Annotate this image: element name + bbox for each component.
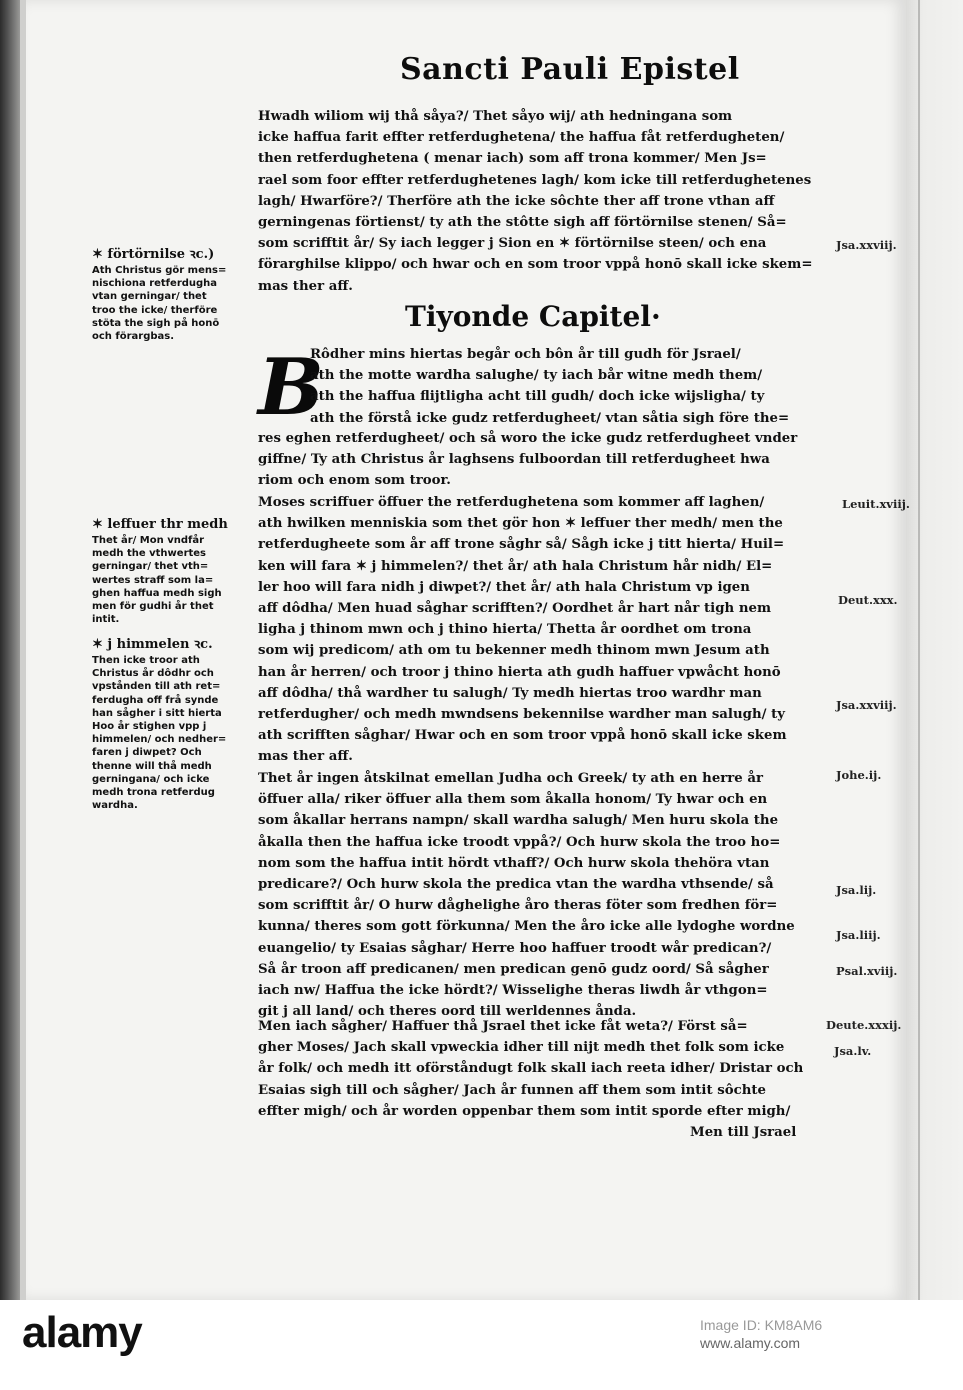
margin-reference: Johe.ij. [836,768,882,782]
side-note-line: Christus år dôdhr och [92,668,214,680]
left-book-edge [0,0,20,1300]
side-note-line: wardha. [92,800,138,812]
side-note-title: ✶ j himmelen ꝛc. [92,637,213,652]
text-line: ath the förstå icke gudz retferdugheet/ vtan såtia sigh före the= [310,410,790,426]
text-line: gerningenas förtienst/ ty ath the stôtte sigh aff förtörnilse stenen/ Så= [258,214,787,230]
side-note-line: vpstånden till ath ret= [92,681,221,693]
text-line: förarghilse klippo/ och hwar och en som troor vppå honō skall icke skem= [258,257,813,273]
text-line: mas ther aff. [258,749,353,765]
text-line: Hwadh wiliom wij thå såya?/ Thet såyo wij/ ath hedningana som [258,109,733,124]
text-line: som åkallar herrans nampn/ skall wardha salugh/ Men huru skola the [258,813,779,829]
text-line: effter migh/ och år worden oppenbar them som intit sporde efter migh/ [258,1103,791,1119]
text-line: aff dôdha/ thå wardher tu salugh/ Ty medh hiertas troo wardhr man [258,685,762,701]
text-line: ken will fara ✶ j himmelen?/ thet år/ ath hala Christum hår nidh/ El= [258,558,773,574]
margin-reference: Deut.xxx. [838,593,898,607]
text-line: giffne/ Ty ath Christus år laghsens fulboordan till retferdugheet hwa [258,452,770,468]
side-note-line: och förargbas. [92,330,175,342]
chapter-paragraph-2 [258,492,828,767]
text-line: Så år troon aff predicanen/ men predican genō gudz oord/ Så sågher [258,961,769,977]
side-note-line: Thet år/ Mon vndfår [92,535,205,546]
text-line: icke haffua farit effter retferdughetena/ the haffua fåt retferdugheten/ [258,130,785,146]
page-edge-line [918,0,920,1300]
image-id: Image ID: KM8AM6 [700,1317,823,1333]
side-note-line: stöta the sigh på honō [92,317,220,329]
side-note-line: gerningana/ och icke [92,773,210,785]
text-line: öffuer alla/ riker öffuer alla them som åkalla honom/ Ty hwar och en [258,792,768,808]
text-line: git j all land/ och theres oord till werldennes ånda. [258,1004,637,1020]
side-note-line: Ath Christus gör mens= [92,265,227,276]
side-note-line: thenne will thå medh [92,760,212,772]
text-line: res eghen retferdugheet/ och så woro the icke gudz retferdugheet vnder [258,431,798,446]
text-line: mas ther aff. [258,278,353,294]
text-line: iach nw/ Haffua the icke hördt?/ Wisselighe theras liwdh år vthgon= [258,982,768,998]
chapter-paragraph-1-rest [258,428,828,492]
chapter-paragraph-1-start [310,344,830,429]
chapter-paragraph-4 [258,1016,828,1122]
text-line: rael som foor effter retferdughetenes lagh/ kom icke till retferdughetenes [258,172,812,188]
text-line: Men iach sågher/ Haffuer thå Jsrael thet icke fåt weta?/ Först så= [258,1019,748,1034]
text-line: åkalla then the haffua icke troodt vppå?/ Och hurw skola the troo ho= [258,834,781,850]
text-line: som wij predicom/ ath om tu bekenner medh thinom mwn Jesum ath [258,643,770,659]
text-line: Rôdher mins hiertas begår och bôn år till gudh för Jsrael/ [310,347,741,362]
text-line: predicare?/ Och hurw skola the predica vtan the wardha vthsende/ så [258,876,774,892]
margin-reference: Jsa.lv. [834,1044,872,1058]
margin-reference: Jsa.liij. [836,928,881,942]
text-line: kunna/ theres som gott förkunna/ Men the åro icke alle lydoghe wordne [258,919,795,935]
text-line: ath the haffua flijtligha acht till gudh/ doch icke wijsligha/ ty [310,389,765,405]
text-line: han år herren/ och troor j thino hierta ath gudh haffuer vpwåcht honō [258,664,781,680]
text-line: gher Moses/ Jach skall vpweckia idher till nijt medh thet folk som icke [258,1040,785,1056]
text-line: Thet år ingen åtskilnat emellan Judha och Greek/ ty ath en herre år [258,771,764,786]
right-book-edge [906,0,963,1300]
margin-reference: Leuit.xviij. [842,497,910,511]
site-url: www.alamy.com [700,1335,801,1351]
side-note-leffuer [92,516,242,626]
text-line: ath the motte wardha salughe/ ty iach bår witne medh them/ [310,368,763,384]
text-line: ath scrifften såghar/ Hwar och en som troor vppå honō skall icke skem [258,728,787,744]
margin-reference: Jsa.xxviij. [836,698,897,712]
side-note-line: medh the vthwertes [92,548,207,560]
side-note-forertornilse [92,246,242,343]
text-line: Moses scriffuer öffuer the retferdughetena som kommer aff laghen/ [258,495,765,510]
side-note-line: vtan gerningar/ thet [92,291,207,303]
brand-logo: alamy [22,1308,142,1357]
catchword-text: Men till Jsrael [690,1125,797,1140]
margin-reference: Jsa.xxviij. [836,238,897,252]
text-line: retferdugheete som år aff trone såghr så/ Sågh icke j titt hierta/ Huil= [258,537,785,553]
text-line: år folk/ och medh itt oförståndugt folk skall iach reeta idher/ Dristar och [258,1061,804,1077]
side-note-line: men för gudhi år thet [92,600,214,612]
side-note-line: Then icke troor ath [92,655,200,666]
side-note-himmelen [92,636,242,812]
catchword [690,1122,830,1143]
text-line: ath hwilken menniskia som thet gör hon ✶ leffuer ther medh/ men the [258,516,783,532]
text-line: Esaias sigh till och sågher/ Jach år funnen aff them som intit sôchte [258,1082,766,1098]
running-header: Sancti Pauli Epistel [400,52,740,87]
text-line: som scrifftit år/ O hurw dåghelighe åro theras föter som fredhen för= [258,898,778,914]
text-line: retferdugher/ och medh mwndsens bekennilse wardher man salugh/ ty [258,706,785,722]
side-note-line: Hoo år stighen vpp j [92,720,207,732]
text-line: ler hoo will fara nidh j diwpet?/ thet år/ ath hala Christum vp igen [258,579,750,595]
text-line: aff dôdha/ Men huad såghar scrifften?/ Oordhet år hart når tigh nem [258,600,772,616]
side-note-line: faren j diwpet? Och [92,747,202,759]
top-paragraph [258,106,828,297]
text-line: lagh/ Hwarföre?/ Therföre ath the icke sôchte ther aff trone vthan aff [258,193,775,209]
margin-reference: Jsa.lij. [836,883,877,897]
stock-caption-bar [0,1300,963,1390]
side-note-line: ferdugha off frå synde [92,694,219,706]
text-line: ligha j thinom mwn och j thino hierta/ Thetta år oordhet om trona [258,622,752,638]
side-note-line: medh trona retferdug [92,786,215,798]
side-note-line: ghen haffua medh sigh [92,587,222,599]
side-note-line: wertes straff som la= [92,574,214,586]
text-line: then retferdughetena ( menar iach) som aff trona kommer/ Men Js= [258,151,767,167]
chapter-paragraph-3 [258,768,828,1022]
text-line: nom som the haffua intit hördt vthaff?/ Och hurw skola thehöra vtan [258,855,770,871]
margin-reference: Psal.xviij. [836,964,898,978]
chapter-heading: Tiyonde Capitel· [405,300,661,333]
side-note-line: troo the icke/ therföre [92,304,218,316]
margin-reference: Deute.xxxij. [826,1018,902,1032]
text-line: euangelio/ ty Esaias såghar/ Herre hoo haffuer troodt wår predican?/ [258,940,772,956]
text-line: som scrifftit år/ Sy iach legger j Sion en ✶ förtörnilse steen/ och ena [258,236,767,252]
side-note-line: himmelen/ och nedher= [92,734,227,746]
side-note-line: intit. [92,614,120,626]
side-note-line: nischiona retferdugha [92,278,218,290]
side-note-line: gerningar/ thet vth= [92,561,209,573]
side-note-line: han sågher i sitt hierta [92,707,222,719]
drop-cap-initial: B [258,342,324,433]
side-note-title: ✶ förtörnilse ꝛc.) [92,247,215,262]
text-line: riom och enom som troor. [258,473,451,489]
side-note-title: ✶ leffuer thr medh [92,517,228,532]
